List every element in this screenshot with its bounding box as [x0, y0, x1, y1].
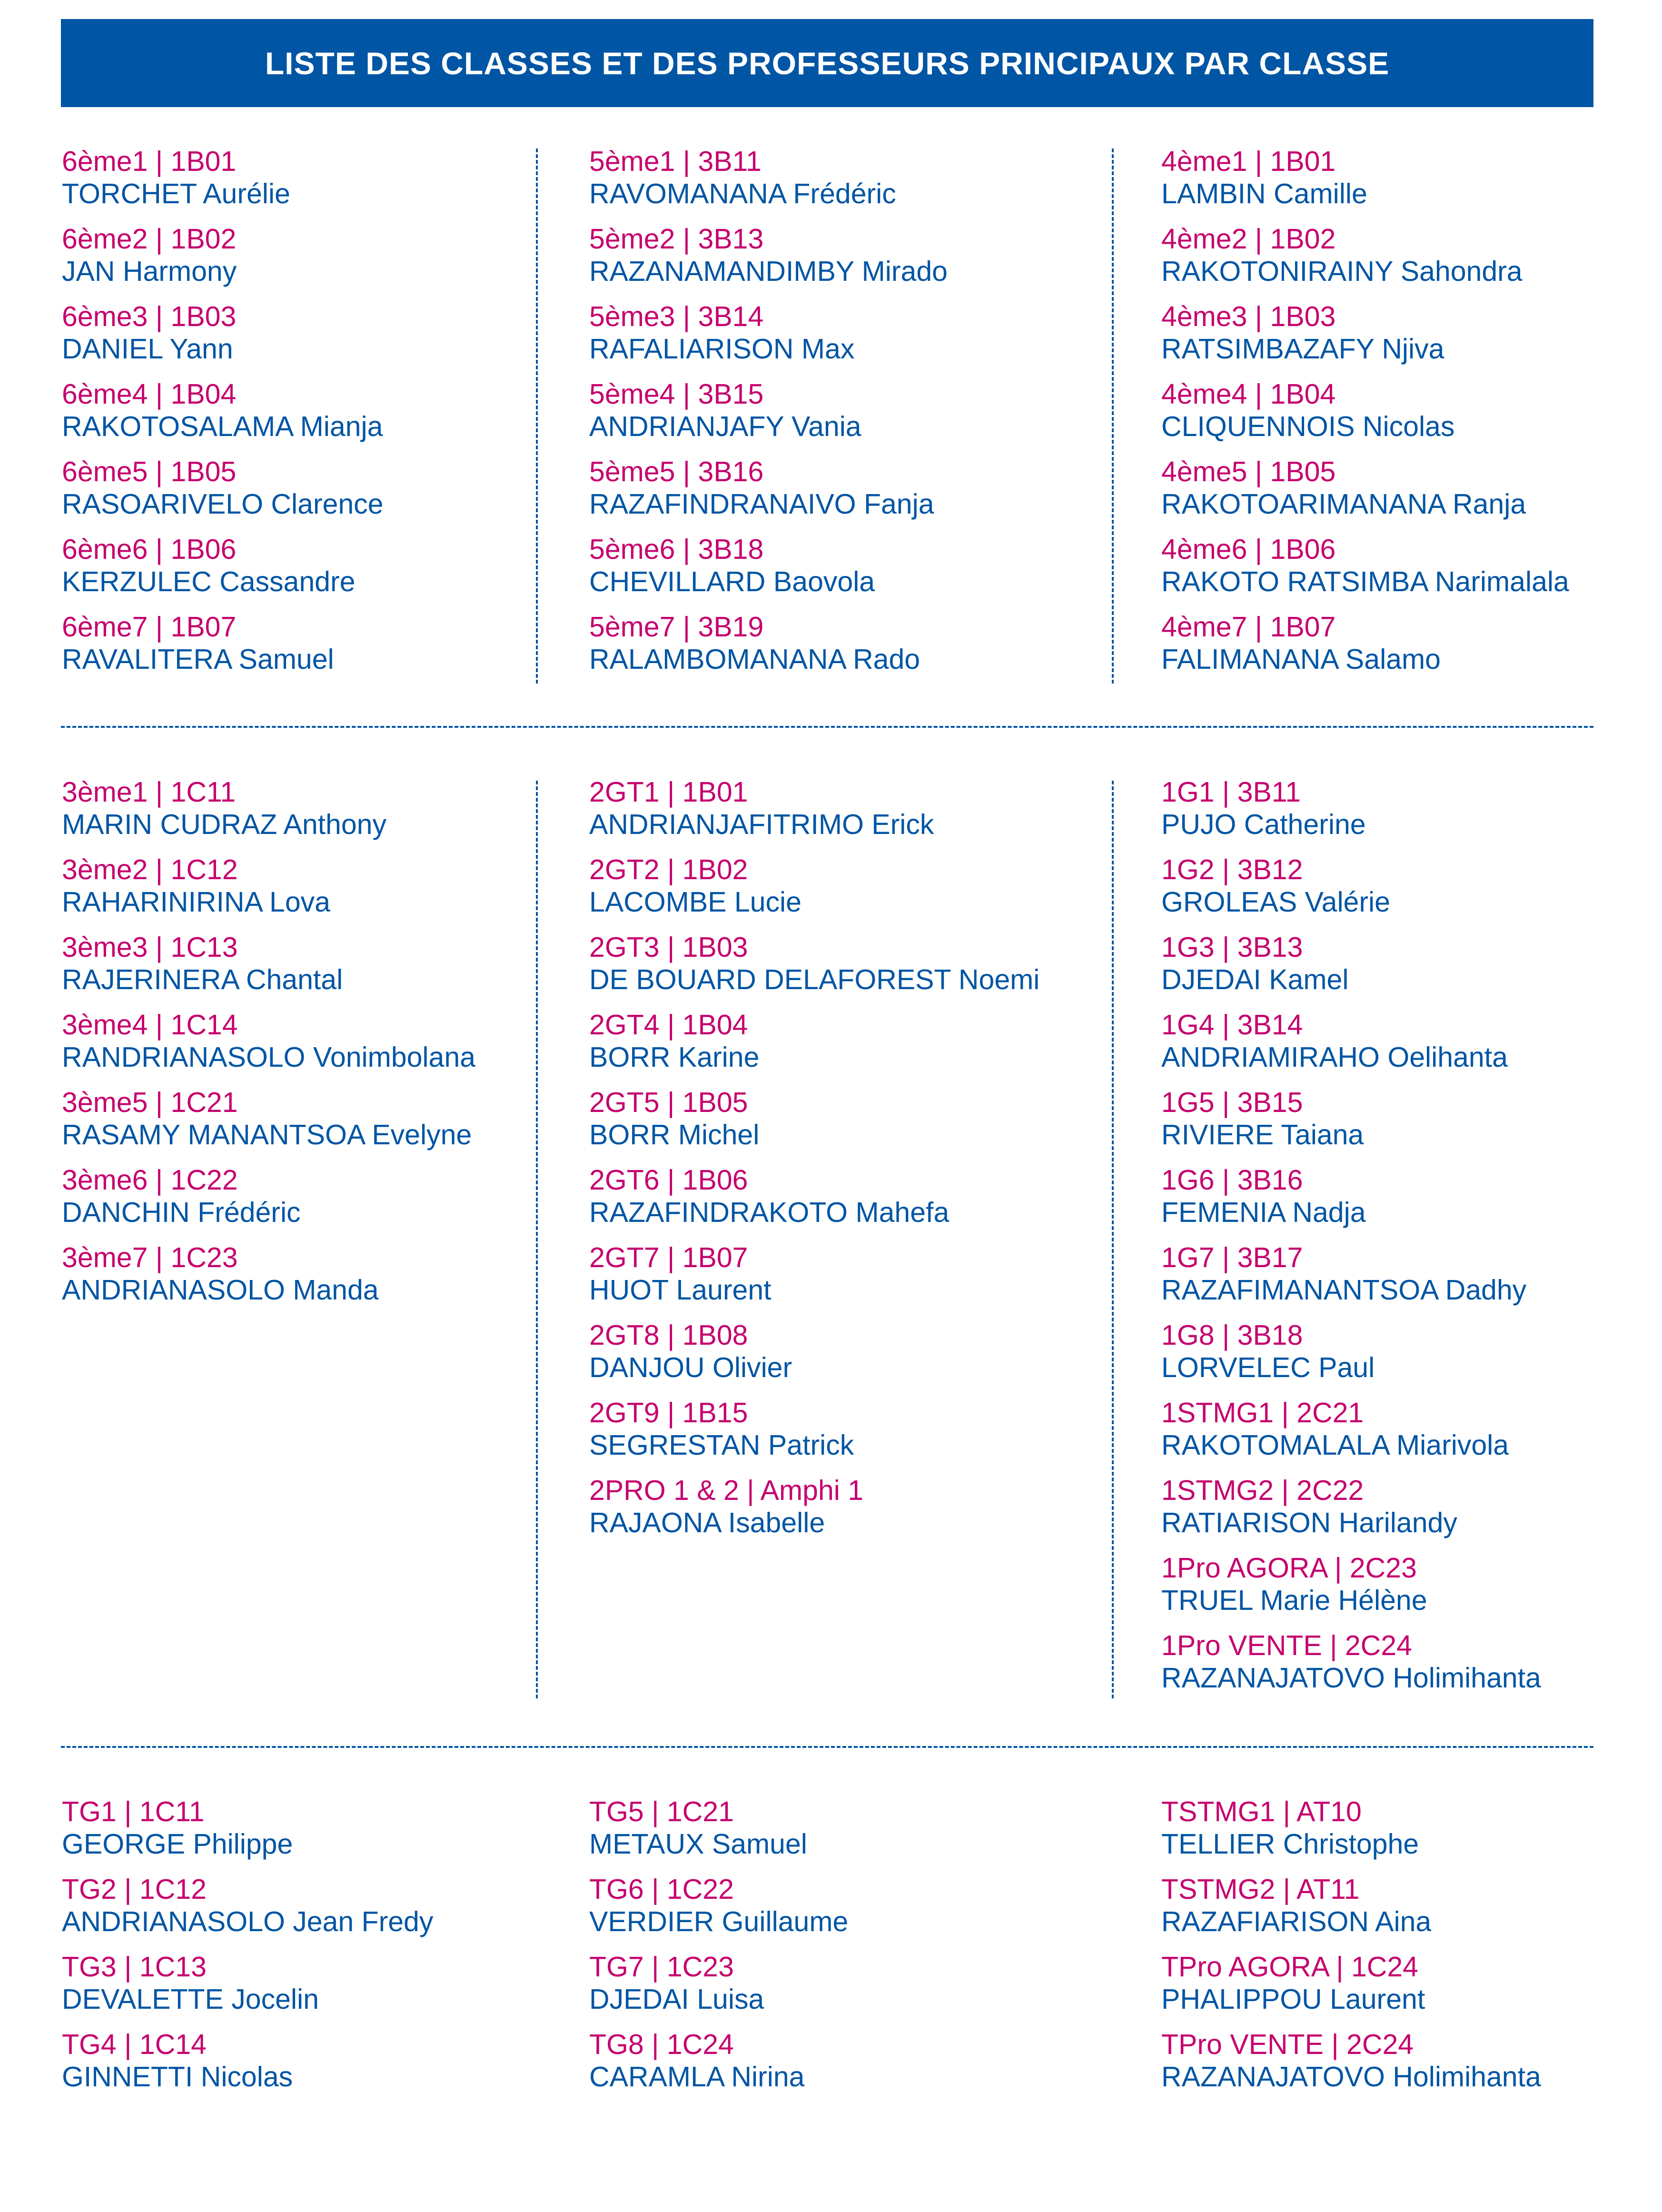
teacher-name: RASAMY MANANTSOA Evelyne [62, 1119, 472, 1151]
class-room-label: TG3 | 1C13 [62, 1951, 207, 1983]
class-room-label: 5ème3 | 3B14 [589, 301, 764, 332]
teacher-name: ANDRIANASOLO Jean Fredy [62, 1906, 434, 1937]
class-entry [589, 1009, 1039, 1086]
class-entry [1161, 853, 1541, 931]
class-room-label: 4ème6 | 1B06 [1161, 534, 1336, 565]
class-room-label: 1G4 | 3B14 [1161, 1009, 1303, 1041]
class-room-label: TG1 | 1C11 [62, 1796, 205, 1827]
teacher-name: ANDRIAMIRAHO Oelihanta [1161, 1042, 1508, 1073]
class-room-label: 2GT4 | 1B04 [589, 1009, 748, 1041]
class-entry [62, 456, 383, 533]
teacher-name: DANCHIN Frédéric [62, 1197, 301, 1228]
teacher-name: RAKOTOMALALA Miarivola [1161, 1429, 1509, 1461]
class-room-label: 6ème7 | 1B07 [62, 611, 237, 643]
class-entry [1161, 1873, 1541, 1951]
teacher-name: DANJOU Olivier [589, 1352, 792, 1383]
teacher-name: GEORGE Philippe [62, 1828, 293, 1860]
class-entry [1161, 456, 1569, 533]
class-room-label: 2GT1 | 1B01 [589, 776, 748, 808]
class-entry [589, 1319, 1039, 1397]
class-room-label: 6ème5 | 1B05 [62, 456, 237, 487]
teacher-name: RAKOTONIRAINY Sahondra [1161, 256, 1523, 287]
class-entry [1161, 1397, 1541, 1474]
class-room-label: 2GT6 | 1B06 [589, 1164, 748, 1196]
class-room-label: 4ème2 | 1B02 [1161, 223, 1336, 255]
class-room-label: TG6 | 1C22 [589, 1874, 734, 1905]
class-entry [589, 145, 948, 223]
teacher-name: RAHARINIRINA Lova [62, 886, 330, 918]
class-entry [589, 223, 948, 300]
class-room-label: 2GT5 | 1B05 [589, 1087, 748, 1118]
class-entry [589, 378, 948, 456]
class-room-label: 6ème3 | 1B03 [62, 301, 237, 332]
teacher-name: DJEDAI Luisa [589, 1984, 764, 2015]
class-room-label: 2GT3 | 1B03 [589, 932, 748, 963]
page-title: LISTE DES CLASSES ET DES PROFESSEURS PRINCIPAUX PAR CLASSE [61, 19, 1593, 107]
teacher-name: RAVALITERA Samuel [62, 644, 334, 675]
class-room-label: 2GT2 | 1B02 [589, 854, 748, 885]
class-entry [589, 611, 948, 688]
class-room-label: TG5 | 1C21 [589, 1796, 734, 1827]
teacher-name: SEGRESTAN Patrick [589, 1429, 854, 1461]
class-entry [62, 1241, 475, 1319]
teacher-name: RAZANAMANDIMBY Mirado [589, 256, 948, 287]
class-room-label: TG4 | 1C14 [62, 2029, 207, 2060]
class-entry [62, 1951, 433, 2028]
teacher-name: RAZANAJATOVO Holimihanta [1161, 2061, 1541, 2093]
class-entry [62, 931, 475, 1009]
teacher-name: MARIN CUDRAZ Anthony [62, 809, 386, 840]
teacher-name: BORR Karine [589, 1042, 760, 1073]
class-room-label: TG8 | 1C24 [589, 2029, 734, 2060]
class-room-label: 1G3 | 3B13 [1161, 932, 1303, 963]
class-entry [1161, 2028, 1541, 2106]
class-room-label: TG7 | 1C23 [589, 1951, 734, 1983]
teacher-name: HUOT Laurent [589, 1274, 772, 1306]
teacher-name: CARAMLA Nirina [589, 2061, 805, 2093]
teacher-name: ANDRIANASOLO Manda [62, 1274, 379, 1306]
class-entry [62, 1873, 433, 1951]
class-entry [1161, 223, 1569, 300]
class-room-label: TSTMG2 | AT11 [1161, 1874, 1360, 1905]
teacher-name: RAZAFIMANANTSOA Dadhy [1161, 1274, 1527, 1306]
teacher-name: CLIQUENNOIS Nicolas [1161, 411, 1455, 442]
class-room-label: 5ème6 | 3B18 [589, 534, 764, 565]
teacher-name: RAJERINERA Chantal [62, 964, 343, 995]
teacher-name: JAN Harmony [62, 256, 237, 287]
class-entry [1161, 931, 1541, 1009]
teacher-name: RAKOTOSALAMA Mianja [62, 411, 383, 442]
class-column [589, 145, 948, 688]
column-divider [1112, 149, 1114, 684]
class-entry [62, 1086, 475, 1164]
teacher-name: RAZANAJATOVO Holimihanta [1161, 1662, 1541, 1694]
teacher-name: METAUX Samuel [589, 1828, 807, 1860]
teacher-name: PHALIPPOU Laurent [1161, 1984, 1425, 2015]
teacher-name: ANDRIANJAFY Vania [589, 411, 861, 442]
class-room-label: 4ème3 | 1B03 [1161, 301, 1336, 332]
teacher-name: RIVIERE Taiana [1161, 1119, 1364, 1151]
teacher-name: TORCHET Aurélie [62, 178, 290, 209]
class-room-label: 3ème2 | 1C12 [62, 854, 238, 885]
class-column [589, 1795, 848, 2106]
section-divider [61, 726, 1593, 728]
class-room-label: TPro AGORA | 1C24 [1161, 1951, 1418, 1983]
class-room-label: 1G8 | 3B18 [1161, 1319, 1303, 1351]
teacher-name: BORR Michel [589, 1119, 760, 1151]
class-entry [62, 611, 383, 688]
class-entry [62, 1009, 475, 1086]
teacher-name: GINNETTI Nicolas [62, 2061, 293, 2093]
class-entry [1161, 378, 1569, 456]
class-room-label: 6ème4 | 1B04 [62, 378, 237, 410]
teacher-name: CHEVILLARD Baovola [589, 566, 875, 597]
class-entry [1161, 611, 1569, 688]
class-entry [1161, 1552, 1541, 1629]
class-entry [62, 853, 475, 931]
column-divider [536, 149, 538, 684]
class-room-label: 2GT9 | 1B15 [589, 1397, 748, 1428]
class-entry [589, 931, 1039, 1009]
class-entry [1161, 1951, 1541, 2028]
column-divider [536, 781, 538, 1698]
class-room-label: 3ème3 | 1C13 [62, 932, 238, 963]
class-room-label: 1G7 | 3B17 [1161, 1242, 1303, 1273]
teacher-name: RATSIMBAZAFY Njiva [1161, 333, 1444, 365]
class-entry [589, 776, 1039, 853]
class-entry [1161, 1009, 1541, 1086]
class-room-label: 3ème6 | 1C22 [62, 1164, 238, 1196]
class-entry [62, 223, 383, 300]
class-room-label: 5ème4 | 3B15 [589, 378, 764, 410]
class-room-label: 2PRO 1 & 2 | Amphi 1 [589, 1475, 864, 1506]
teacher-name: LORVELEC Paul [1161, 1352, 1375, 1383]
class-room-label: 1STMG1 | 2C21 [1161, 1397, 1364, 1428]
class-column [1161, 1795, 1541, 2106]
class-entry [589, 1795, 848, 1873]
class-room-label: TG2 | 1C12 [62, 1874, 207, 1905]
class-entry [1161, 1164, 1541, 1241]
class-column [62, 776, 475, 1319]
class-room-label: 1G1 | 3B11 [1161, 776, 1301, 808]
teacher-name: DEVALETTE Jocelin [62, 1984, 319, 2015]
class-room-label: 4ème1 | 1B01 [1161, 146, 1336, 177]
class-room-label: 5ème5 | 3B16 [589, 456, 764, 487]
class-entry [589, 1951, 848, 2028]
teacher-name: RATIARISON Harilandy [1161, 1507, 1457, 1538]
teacher-name: RANDRIANASOLO Vonimbolana [62, 1042, 475, 1073]
teacher-name: DJEDAI Kamel [1161, 964, 1349, 995]
class-room-label: 1Pro AGORA | 2C23 [1161, 1552, 1417, 1584]
class-entry [62, 2028, 433, 2106]
class-room-label: 4ème7 | 1B07 [1161, 611, 1336, 643]
class-room-label: 3ème5 | 1C21 [62, 1087, 238, 1118]
class-entry [589, 533, 948, 611]
class-entry [589, 300, 948, 378]
class-room-label: 6ème6 | 1B06 [62, 534, 237, 565]
teacher-name: PUJO Catherine [1161, 809, 1366, 840]
class-room-label: 1G6 | 3B16 [1161, 1164, 1303, 1196]
teacher-name: RAFALIARISON Max [589, 333, 855, 365]
class-column [62, 1795, 433, 2106]
teacher-name: TELLIER Christophe [1161, 1828, 1419, 1860]
class-room-label: 1Pro VENTE | 2C24 [1161, 1630, 1412, 1661]
class-room-label: 2GT8 | 1B08 [589, 1319, 748, 1351]
teacher-name: FEMENIA Nadja [1161, 1197, 1366, 1228]
class-room-label: TSTMG1 | AT10 [1161, 1796, 1362, 1827]
teacher-name: DE BOUARD DELAFOREST Noemi [589, 964, 1040, 995]
teacher-name: GROLEAS Valérie [1161, 886, 1390, 918]
class-entry [62, 533, 383, 611]
class-column [589, 776, 1039, 1552]
teacher-name: LAMBIN Camille [1161, 178, 1367, 209]
teacher-name: TRUEL Marie Hélène [1161, 1585, 1427, 1616]
class-entry [62, 1795, 433, 1873]
section-divider [61, 1746, 1593, 1748]
class-room-label: 6ème1 | 1B01 [62, 146, 237, 177]
class-entry [1161, 1086, 1541, 1164]
class-column [1161, 145, 1569, 688]
teacher-name: RAKOTO RATSIMBA Narimalala [1161, 566, 1569, 597]
class-entry [589, 1164, 1039, 1241]
teacher-name: RAZAFINDRAKOTO Mahefa [589, 1197, 950, 1228]
class-room-label: 5ème2 | 3B13 [589, 223, 764, 255]
class-entry [1161, 1629, 1541, 1707]
class-room-label: 4ème4 | 1B04 [1161, 378, 1336, 410]
teacher-name: RAJAONA Isabelle [589, 1507, 825, 1538]
teacher-name: RAKOTOARIMANANA Ranja [1161, 488, 1526, 520]
class-room-label: 1G2 | 3B12 [1161, 854, 1303, 885]
class-entry [1161, 533, 1569, 611]
class-entry [1161, 1241, 1541, 1319]
class-room-label: 5ème7 | 3B19 [589, 611, 764, 643]
teacher-name: ANDRIANJAFITRIMO Erick [589, 809, 934, 840]
class-room-label: 4ème5 | 1B05 [1161, 456, 1336, 487]
teacher-name: RAZAFIARISON Aina [1161, 1906, 1432, 1937]
class-entry [589, 1086, 1039, 1164]
teacher-name: VERDIER Guillaume [589, 1906, 849, 1937]
teacher-name: RALAMBOMANANA Rado [589, 644, 920, 675]
class-room-label: 1STMG2 | 2C22 [1161, 1475, 1364, 1506]
class-room-label: 2GT7 | 1B07 [589, 1242, 748, 1273]
class-entry [62, 1164, 475, 1241]
class-room-label: 5ème1 | 3B11 [589, 146, 762, 177]
column-divider [1112, 781, 1114, 1698]
class-room-label: 3ème1 | 1C11 [62, 776, 236, 808]
teacher-name: RAVOMANANA Frédéric [589, 178, 896, 209]
class-entry [589, 1241, 1039, 1319]
teacher-name: FALIMANANA Salamo [1161, 644, 1441, 675]
class-entry [62, 145, 383, 223]
teacher-name: RAZAFINDRANAIVO Fanja [589, 488, 934, 520]
class-entry [62, 378, 383, 456]
class-entry [1161, 776, 1541, 853]
teacher-name: DANIEL Yann [62, 333, 233, 365]
class-room-label: 6ème2 | 1B02 [62, 223, 237, 255]
teacher-name: RASOARIVELO Clarence [62, 488, 384, 520]
class-entry [589, 1397, 1039, 1474]
class-entry [1161, 1795, 1541, 1873]
class-entry [589, 1873, 848, 1951]
class-entry [589, 1474, 1039, 1552]
class-entry [1161, 1474, 1541, 1552]
class-entry [62, 300, 383, 378]
class-entry [1161, 300, 1569, 378]
class-entry [1161, 1319, 1541, 1397]
class-room-label: 3ème7 | 1C23 [62, 1242, 238, 1273]
class-room-label: 1G5 | 3B15 [1161, 1087, 1303, 1118]
teacher-name: LACOMBE Lucie [589, 886, 801, 918]
class-column [1161, 776, 1541, 1707]
class-entry [589, 456, 948, 533]
class-room-label: 3ème4 | 1C14 [62, 1009, 238, 1041]
class-entry [1161, 145, 1569, 223]
teacher-name: KERZULEC Cassandre [62, 566, 356, 597]
class-entry [62, 776, 475, 853]
class-entry [589, 2028, 848, 2106]
class-room-label: TPro VENTE | 2C24 [1161, 2029, 1414, 2060]
class-entry [589, 853, 1039, 931]
class-column [62, 145, 383, 688]
